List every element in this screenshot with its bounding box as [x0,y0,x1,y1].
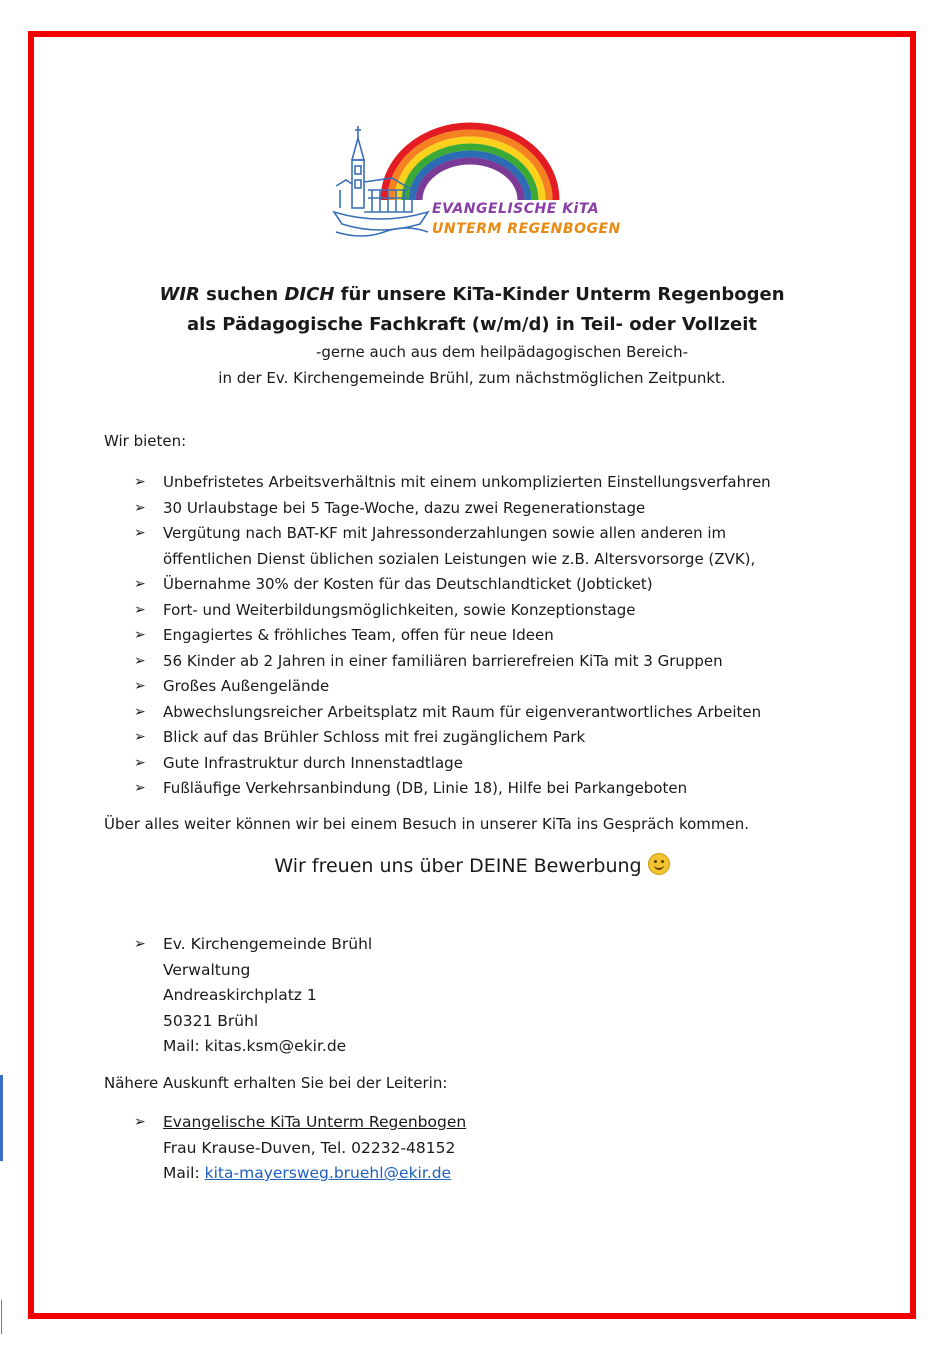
list-item: ➢ Abwechslungsreicher Arbeitsplatz mit Raum für eigenverantwortliches Arbeiten [134,700,771,726]
headline-part1: suchen [199,284,285,305]
arrow-bullet-icon: ➢ [134,576,146,592]
headline-line1 [0,284,944,305]
list-item: ➢ Engagiertes & fröhliches Team, offen für neue Ideen [134,623,771,649]
list-item: ➢ Unbefristetes Arbeitsverhältnis mit einem unkomplizierten Einstellungsverfahren [134,470,771,496]
list-item-continuation: öffentlichen Dienst üblichen sozialen Leistungen wie z.B. Altersvorsorge (ZVK), [163,549,756,568]
contact-mail-link[interactable]: kita-mayersweg.bruehl@ekir.de [204,1164,452,1182]
address-line4: 50321 Brühl [163,1011,259,1030]
arrow-bullet-icon: ➢ [134,678,146,694]
arrow-bullet-icon: ➢ [134,754,146,771]
left-edge-bar [0,1075,3,1161]
list-item: ➢ Übernahme 30% der Kosten für das Deutschlandticket (Jobticket) [134,572,771,598]
list-item: ➢ Fort- und Weiterbildungsmöglichkeiten, sowie Konzeptionstage [134,598,771,624]
list-item: ➢ 30 Urlaubstage bei 5 Tage-Woche, dazu zwei Regenerationstage [134,496,771,522]
closing-text: Wir freuen uns über DEINE Bewerbung [274,855,642,877]
offer-intro: Wir bieten: [104,432,187,450]
headline-sub2: in der Ev. Kirchengemeinde Brühl, zum nächstmöglichen Zeitpunkt. [218,369,726,387]
arrow-bullet-icon: ➢ [134,525,146,541]
headline-part2: für unsere KiTa-Kinder Unterm Regenbogen [334,284,785,305]
arrow-bullet-icon: ➢ [134,703,146,720]
arrow-bullet-icon: ➢ [134,499,146,516]
offer-list [134,470,771,802]
arrow-bullet-icon: ➢ [134,780,146,796]
address-line2: Verwaltung [163,960,251,979]
smiley-icon [648,853,670,875]
contact-kita-name: Evangelische KiTa Unterm Regenbogen [163,1113,467,1131]
headline-line2: als Pädagogische Fachkraft (w/m/d) in Teil- oder Vollzeit [186,314,757,335]
list-item: ➢ Gute Infrastruktur durch Innenstadtlage [134,751,771,777]
left-edge-line [1,1300,2,1334]
arrow-bullet-icon: ➢ [134,936,146,952]
contact-mail-label: Mail: [163,1164,205,1182]
address-line3: Andreaskirchplatz 1 [163,986,317,1004]
offer-outro: Über alles weiter können wir bei einem Besuch in unserer KiTa ins Gespräch kommen. [104,815,750,833]
headline-wir: WIR [159,284,200,305]
list-item: ➢ Vergütung nach BAT-KF mit Jahressonderzahlungen sowie allen anderen im [134,521,771,547]
arrow-bullet-icon: ➢ [134,1114,146,1130]
logo-text-line1: EVANGELISCHE KiTA [432,201,600,217]
arrow-bullet-icon: ➢ [134,474,146,490]
address-email: Mail: kitas.ksm@ekir.de [163,1037,347,1055]
closing-line [0,853,944,877]
list-item: ➢ Großes Außengelände [134,674,771,700]
contact-block [134,1110,466,1187]
arrow-bullet-icon: ➢ [134,652,146,669]
info-intro: Nähere Auskunft erhalten Sie bei der Leiterin: [104,1074,448,1092]
headline-sub1: -gerne auch aus dem heilpädagogischen Bereich- [315,343,689,361]
list-item: ➢ Blick auf das Brühler Schloss mit frei zugänglichem Park [134,725,771,751]
address-line1: Ev. Kirchengemeinde Brühl [163,935,373,953]
list-item: ➢ 56 Kinder ab 2 Jahren in einer familiären barrierefreien KiTa mit 3 Gruppen [134,649,771,675]
address-block [134,932,372,1060]
logo-text-line2: UNTERM REGENBOGEN [432,221,621,237]
list-item: ➢ Fußläufige Verkehrsanbindung (DB, Linie 18), Hilfe bei Parkangeboten [134,776,771,802]
arrow-bullet-icon: ➢ [134,729,146,745]
arrow-bullet-icon: ➢ [134,627,146,643]
contact-mail-line [163,1161,466,1187]
headline-dich: DICH [284,284,335,305]
contact-person: Frau Krause-Duven, Tel. 02232-48152 [163,1138,456,1157]
arrow-bullet-icon: ➢ [134,601,146,618]
